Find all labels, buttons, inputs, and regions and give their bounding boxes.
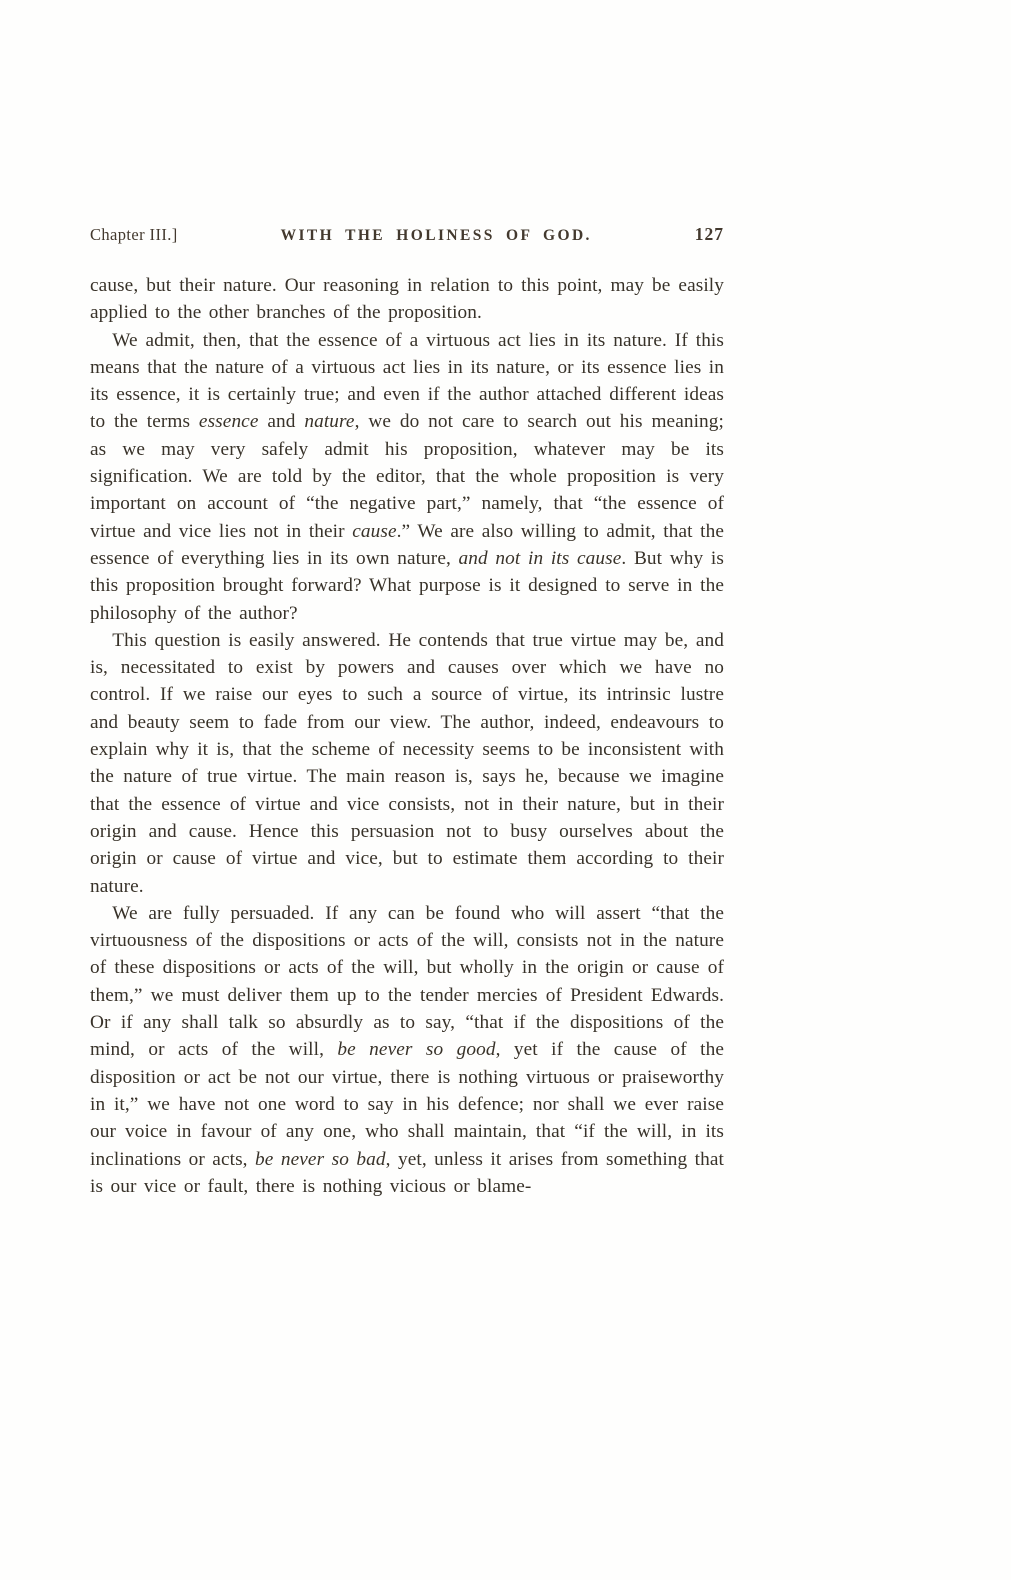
text-run: We are fully persuaded. If any can be found who will assert “that the virtuousness of the dispositions or acts of the will, consists not in the nature of these dispositions or acts of the will, but wholly in the origin or cause of them,” we must deliver them up to the tender mercies of President Edwards. Or if any shall talk so absurdly as to say, “that if the dispositions of the mind, or acts of the will, bbox=[90, 902, 724, 1061]
text-run: and not in its cause bbox=[458, 547, 622, 569]
paragraph bbox=[90, 627, 724, 900]
text-run: cause, but their nature. Our reasoning in relation to this point, may be easily applied to the other branches of the proposition. bbox=[90, 275, 724, 324]
text-run: We admit, then, that the essence of a virtuous act lies in its nature. If this means that the nature of a virtuous act lies in its nature, or its essence lies in its essence, it is certainly true; and even if the author attached different ideas to the terms bbox=[90, 329, 724, 433]
page-body bbox=[90, 272, 724, 1200]
text-run: , we do not care to search out his meaning; as we may very safely admit his proposition, whatever may be its signification. We are told by the editor, that the whole proposition is very important on account of “the negative part,” namely, that “the essence of virtue and vice lies not in their bbox=[90, 411, 724, 542]
page-number: 127 bbox=[694, 224, 724, 244]
text-run: , yet, unless it arises from something that is our vice or fault, there is nothing vicious or blame- bbox=[90, 1148, 724, 1197]
page-content bbox=[90, 224, 724, 1200]
chapter-label: Chapter III.] bbox=[90, 225, 178, 244]
paragraph bbox=[90, 900, 724, 1200]
paragraph bbox=[90, 327, 724, 627]
paragraph bbox=[90, 272, 724, 327]
text-run: and bbox=[258, 411, 305, 433]
text-run: , yet if the cause of the disposition or act be not our virtue, there is nothing virtuous or praiseworthy in it,” we have not one word to say in his defence; nor shall we ever raise our voice in favour of any one, who shall maintain, that “if the will, in its inclinations or acts, bbox=[90, 1039, 724, 1170]
text-run: This question is easily answered. He contends that true virtue may be, and is, necessitated to exist by powers and causes over which we have no control. If we raise our eyes to such a source of virtue, its intrinsic lustre and beauty seem to fade from our view. The author, indeed, endeavours to explain why it is, that the scheme of necessity seems to be inconsistent with the nature of true virtue. The main reason is, says he, because we imagine that the essence of virtue and vice consists, not in their nature, but in their origin and cause. Hence this persuasion not to busy ourselves about the origin or cause of virtue and vice, but to estimate them according to their nature. bbox=[90, 629, 724, 897]
text-run: essence bbox=[198, 411, 259, 433]
page-header bbox=[90, 224, 724, 245]
text-run: . But why is this proposition brought forward? What purpose is it designed to serve in the philosophy of the author? bbox=[90, 547, 724, 624]
text-run: .” We are also willing to admit, that the essence of everything lies in its own nature, bbox=[90, 520, 724, 569]
text-run: be never so bad bbox=[255, 1148, 386, 1170]
text-run: be never so good bbox=[337, 1039, 496, 1061]
text-run: cause bbox=[352, 520, 397, 542]
text-run: nature bbox=[304, 411, 355, 433]
running-title: WITH THE HOLINESS OF GOD. bbox=[280, 227, 592, 244]
